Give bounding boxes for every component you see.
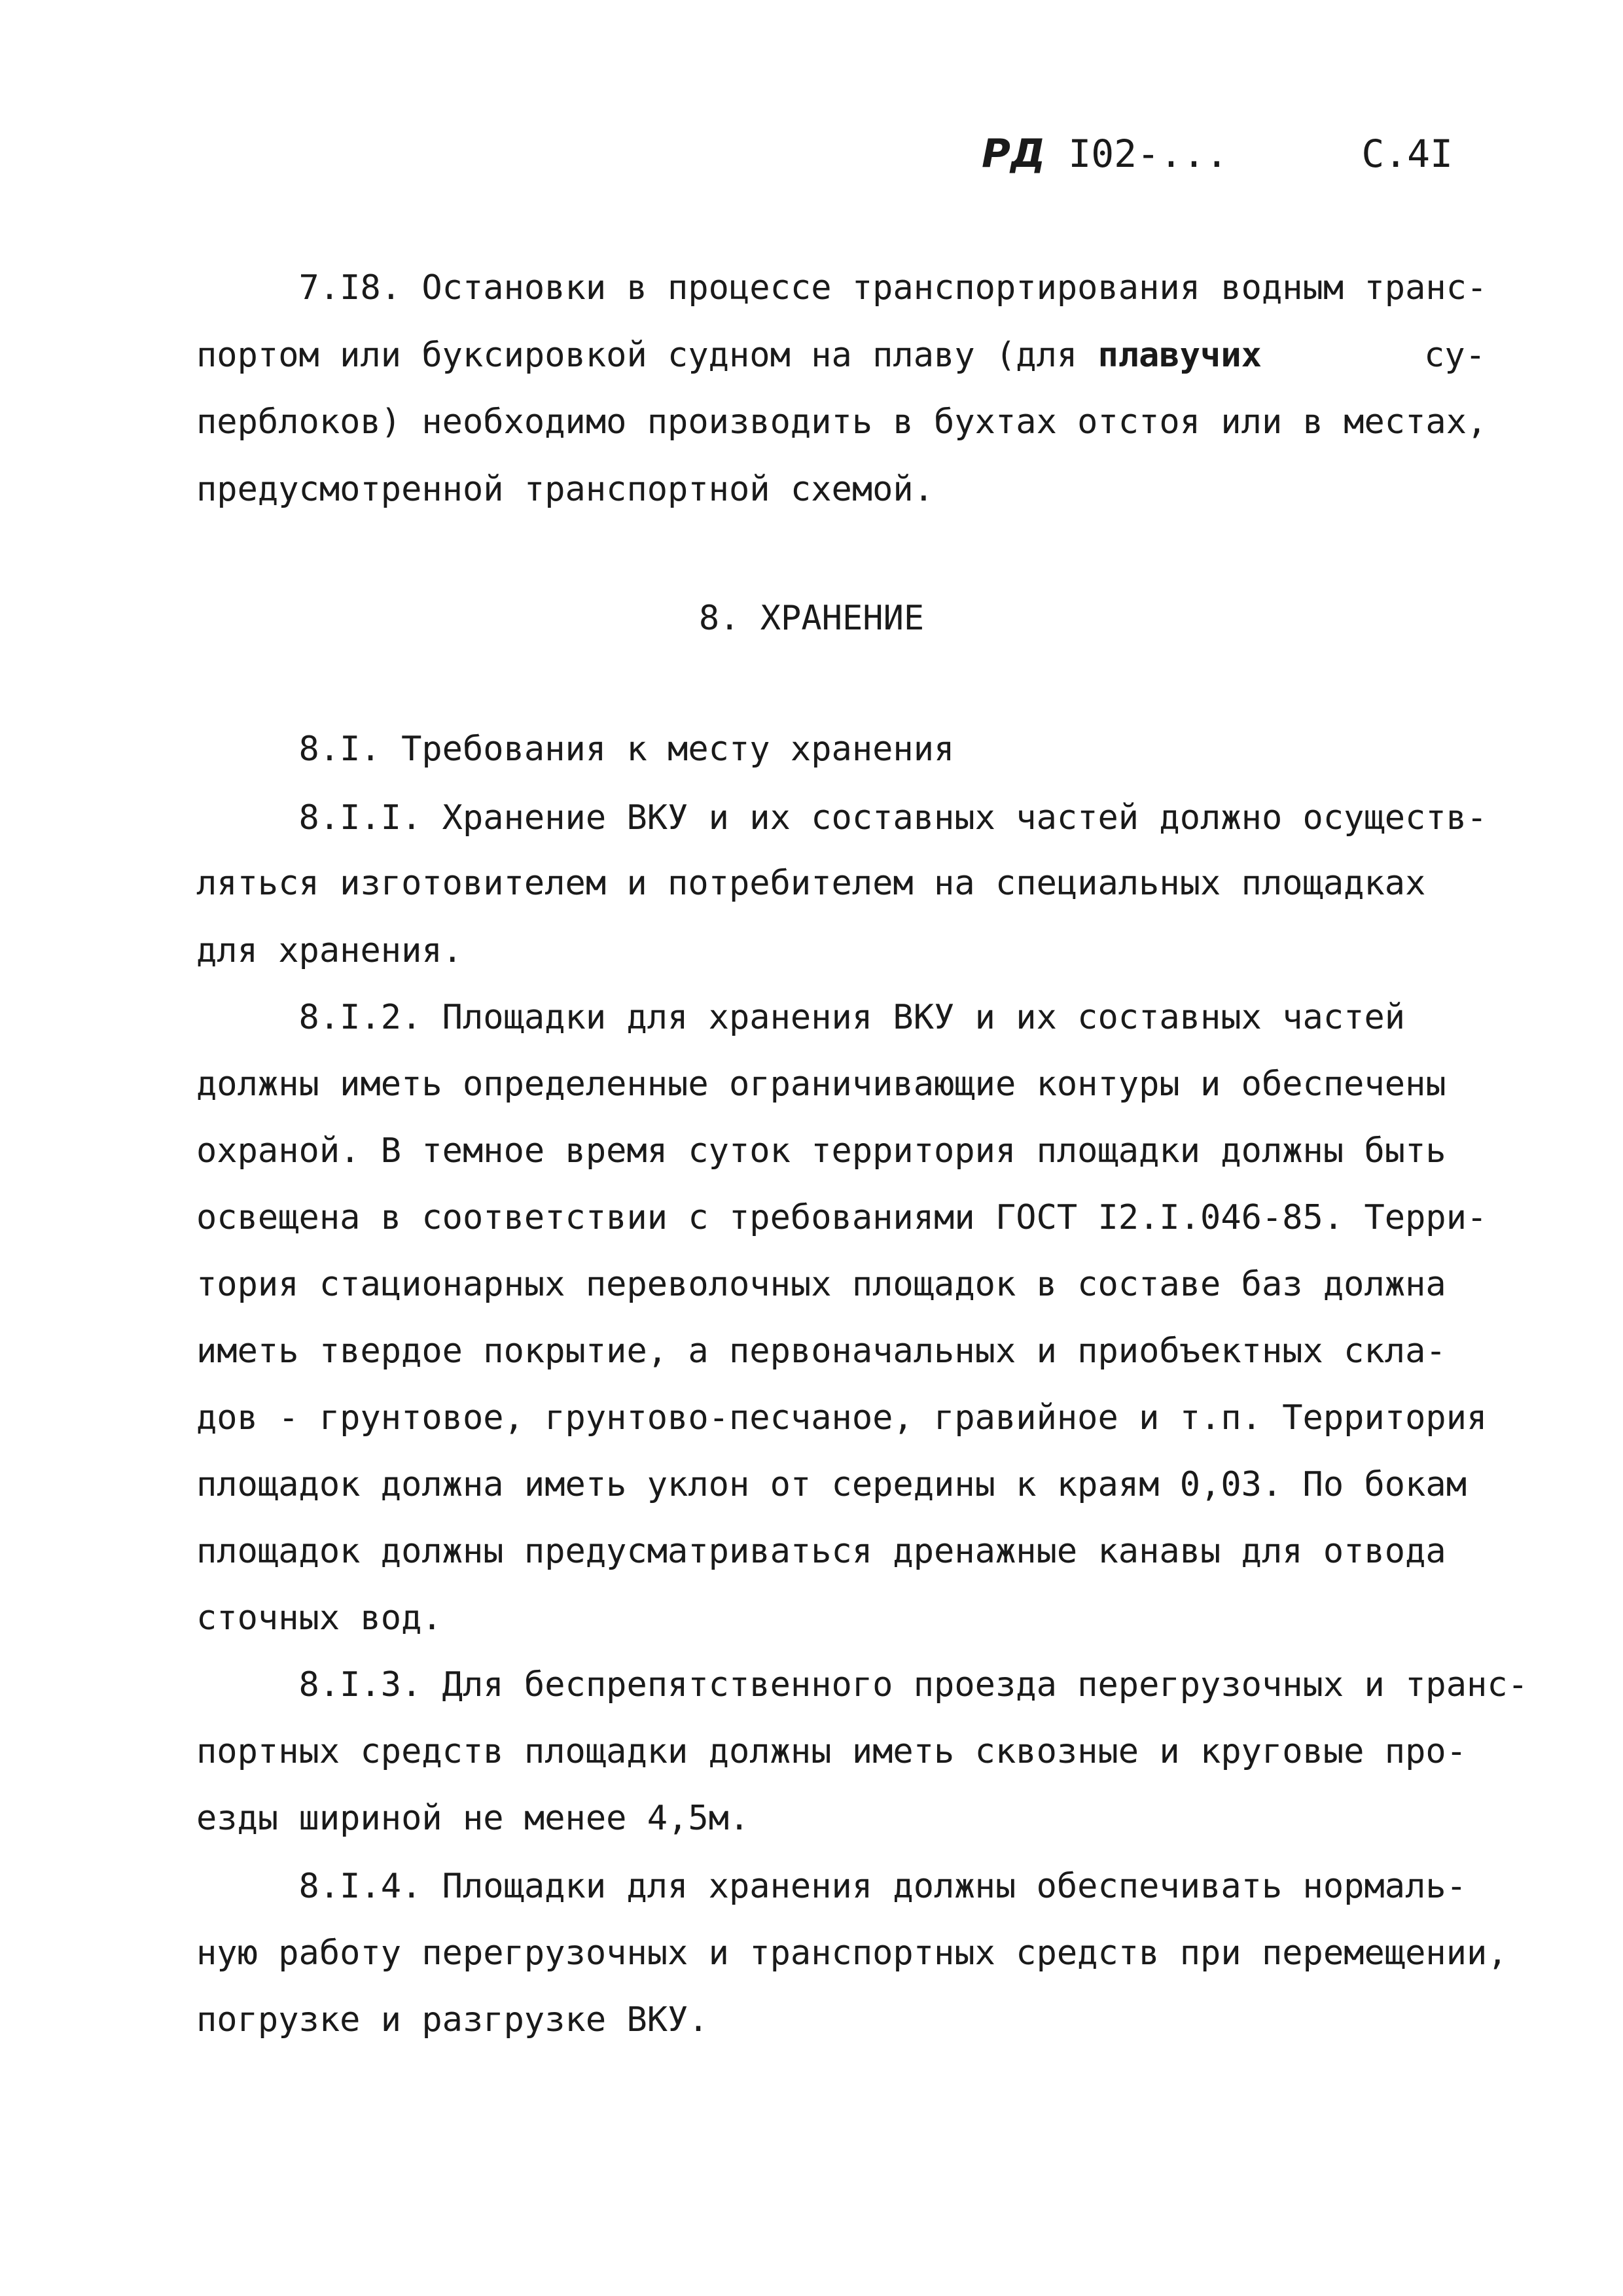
paragraph-8-1-4-line-3: погрузке и разгрузке ВКУ.	[196, 2000, 709, 2040]
paragraph-8-1-2-line-1: 8.I.2. Площадки для хранения ВКУ и их составных частей	[196, 998, 1406, 1037]
paragraph-8-1-1-line-1: 8.I.I. Хранение ВКУ и их составных частей должно осуществ-	[196, 798, 1488, 838]
subsection-8-1-title: 8.I. Требования к месту хранения	[196, 730, 955, 769]
document-code-prefix: РД	[982, 131, 1046, 177]
paragraph-8-1-2-line-4: освещена в соответствии с требованиями ГОСТ I2.I.046-85. Терри-	[196, 1198, 1488, 1237]
paragraph-8-1-2-line-3: охраной. В темное время суток территория площадки должны быть	[196, 1131, 1446, 1171]
paragraph-8-1-1-line-3: для хранения.	[196, 931, 463, 970]
paragraph-7-18-line-1: 7.I8. Остановки в процессе транспортирования водным транс-	[196, 268, 1488, 308]
paragraph-8-1-2-line-5: тория стационарных переволочных площадок в составе баз должна	[196, 1265, 1446, 1304]
paragraph-8-1-2-line-7: дов - грунтовое, грунтово-песчаное, гравийное и т.п. Территория	[196, 1398, 1488, 1438]
paragraph-8-1-2-line-8: площадок должна иметь уклон от середины к краям 0,03. По бокам	[196, 1465, 1467, 1504]
paragraph-8-1-2-line-6: иметь твердое покрытие, а первоначальных и приобъектных скла-	[196, 1332, 1446, 1371]
paragraph-7-18-bold-word: плавучих	[1097, 336, 1262, 375]
page-number: С.4I	[1361, 132, 1453, 176]
paragraph-8-1-3-line-2: портных средств площадки должны иметь сквозные и круговые про-	[196, 1732, 1467, 1771]
paragraph-8-1-4-line-1: 8.I.4. Площадки для хранения должны обеспечивать нормаль-	[196, 1867, 1467, 1906]
paragraph-8-1-4-line-2: ную работу перегрузочных и транспортных средств при перемещении,	[196, 1934, 1508, 1973]
paragraph-7-18-line-4: предусмотренной транспортной схемой.	[196, 470, 935, 509]
paragraph-7-18-line-2-end: су-	[1424, 336, 1486, 375]
paragraph-8-1-2-line-10: сточных вод.	[196, 1598, 442, 1638]
paragraph-7-18-line-2	[196, 332, 1486, 378]
paragraph-7-18-line-3: перблоков) необходимо производить в бухтах отстоя или в местах,	[196, 402, 1488, 442]
paragraph-8-1-3-line-1: 8.I.3. Для беспрепятственного проезда перегрузочных и транс-	[196, 1665, 1528, 1704]
document-code	[982, 124, 1228, 183]
paragraph-7-18-line-2-start: портом или буксировкой судном на плаву (для	[196, 336, 1098, 375]
section-8-title: 8. ХРАНЕНИЕ	[698, 599, 925, 638]
paragraph-8-1-1-line-2: ляться изготовителем и потребителем на специальных площадках	[196, 864, 1426, 903]
document-code-number: I02-...	[1068, 132, 1228, 176]
page-header	[982, 124, 1453, 183]
paragraph-8-1-2-line-2: должны иметь определенные ограничивающие контуры и обеспечены	[196, 1065, 1446, 1104]
paragraph-8-1-2-line-9: площадок должны предусматриваться дренажные канавы для отвода	[196, 1532, 1446, 1571]
paragraph-8-1-3-line-3: езды шириной не менее 4,5м.	[196, 1799, 750, 1838]
